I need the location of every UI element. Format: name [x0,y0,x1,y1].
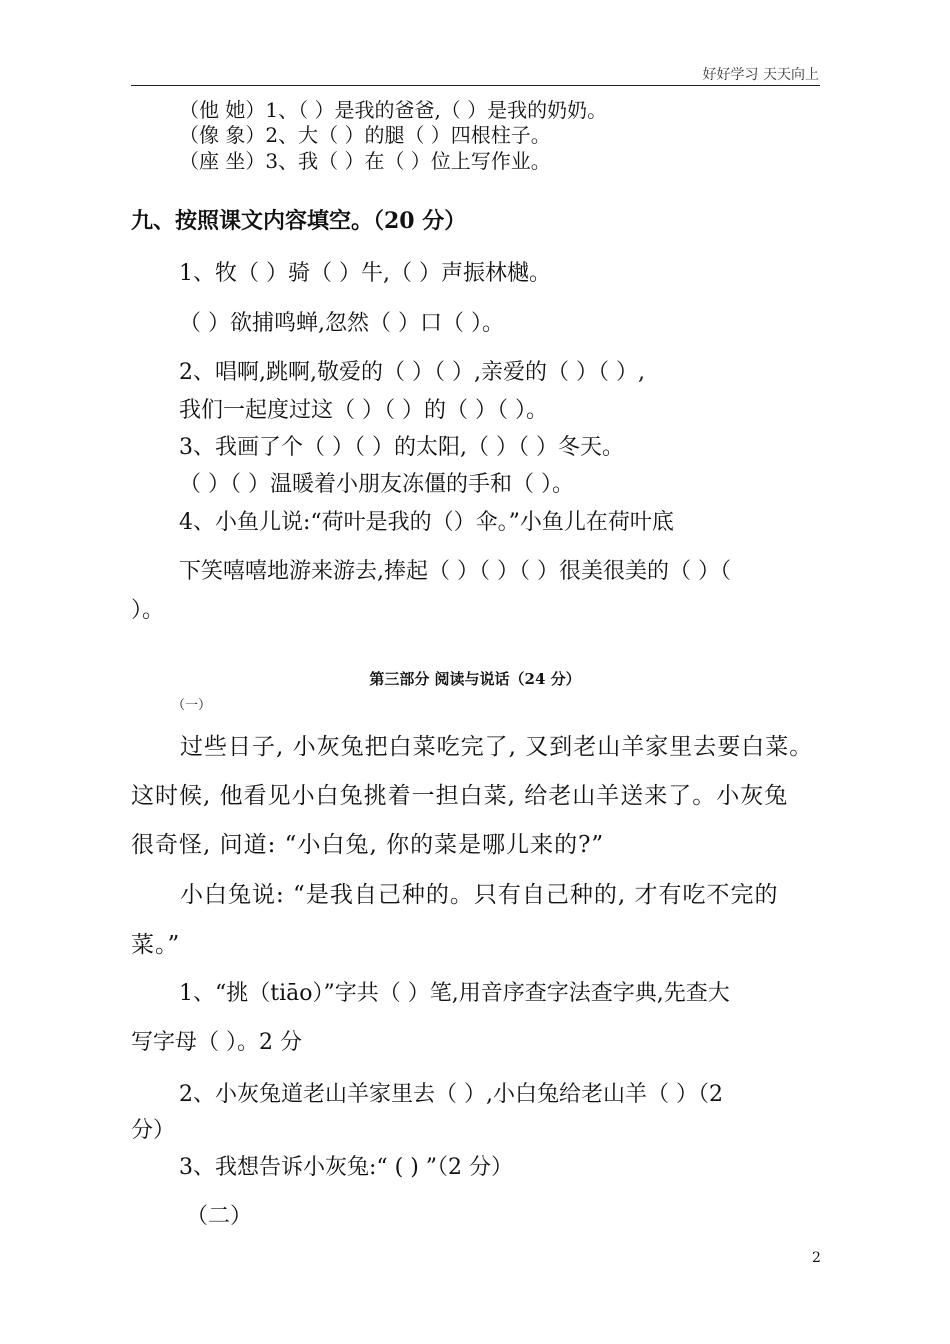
question-line: 2、小灰兔道老山羊家里去（ ）,小白兔给老山羊（ ）（2 [179,1082,723,1107]
section9-line: 我们一起度过这（ ）（ ）的（ ）（ ）。 [179,398,548,423]
part3-title: 第三部分 阅读与说话（24 分） [369,670,581,688]
section9-line: 下笑嘻嘻地游来游去,捧起（ ）（ ）（ ）很美很美的（ ）（ [179,559,731,584]
section9-line: 4、小鱼儿说:“荷叶是我的（）伞。”小鱼儿在荷叶底 [179,510,674,535]
question-line: 1、“挑（tiāo）”字共（ ）笔,用音序查字法查字典,先查大 [179,981,730,1006]
section9-line: 3、我画了个（ ）（ ）的太阳,（ ）（ ）冬天。 [179,435,624,460]
section9-title: 九、按照课文内容填空。（20 分） [131,208,467,234]
header-rule [131,85,820,86]
page-number: 2 [812,1250,821,1266]
fill-pair-line: （他 她）1、（ ）是我的爸爸,（ ）是我的奶奶。 [179,98,608,122]
passage-line: 菜。” [131,932,181,958]
passage-line: 过些日子, 小灰兔把白菜吃完了, 又到老山羊家里去要白菜。 [180,734,814,760]
question-line: 3、我想告诉小灰兔:“ ( ) ”（2 分） [179,1155,514,1180]
section9-line: （ ）（ ）温暖着小朋友冻僵的手和（ ）。 [179,472,574,497]
passage-line: 这时候, 他看见小白兔挑着一担白菜, 给老山羊送来了。小灰兔 [131,783,789,809]
question-line: 分） [131,1118,176,1143]
section9-line: 1、牧（ ）骑（ ）牛,（ ）声振林樾。 [179,261,551,286]
fill-pair-line: （座 坐）3、我（ ）在（ ）位上写作业。 [179,149,551,173]
question-line: 写字母（ ）。2 分 [131,1030,302,1055]
header-text: 好好学习 天天向上 [702,67,819,83]
section9-line: （ ）欲捕鸣蝉,忽然（ ）口（ ）。 [179,311,504,336]
passage-line: 很奇怪, 问道: “小白兔, 你的菜是哪儿来的?” [131,832,605,858]
passage-line: 小白兔说: “是我自己种的。只有自己种的, 才有吃不完的 [180,882,779,908]
section9-line: ）。 [131,598,165,623]
reading-subtitle-2: （二） [186,1204,253,1229]
section9-line: 2、唱啊,跳啊,敬爱的（ ）（ ）,亲爱的（ ）（ ）, [179,360,645,385]
reading-subtitle-1: （一） [172,698,212,713]
fill-pair-line: （像 象）2、大（ ）的腿（ ）四根柱子。 [179,123,551,147]
